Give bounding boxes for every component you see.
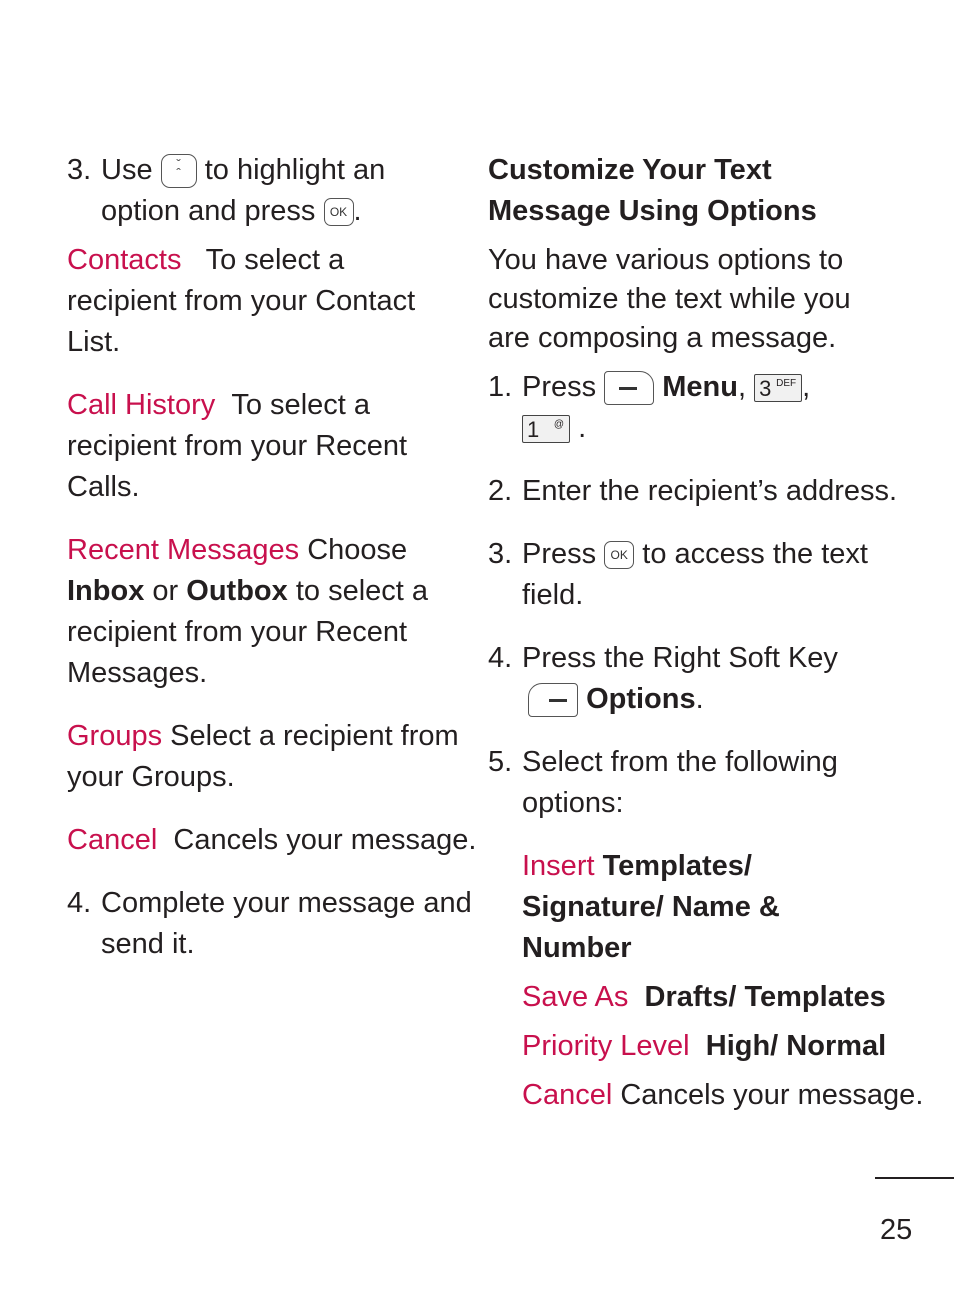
option-desc: Select a recipient from [170,720,459,752]
option-desc: Messages. [67,657,208,689]
option-insert [488,846,888,969]
option-term: Cancel [522,1079,613,1111]
left-column [67,150,477,965]
page-number: 25 [880,1214,913,1246]
option-desc: Cancels your message. [620,1079,924,1111]
step-5-select [488,742,888,824]
inbox-label: Inbox [67,575,145,607]
option-save-as [488,977,888,1018]
key-digit: 3 [759,376,772,402]
step-text: Press [522,371,597,403]
option-desc: Cancels your message. [173,824,477,856]
key-digit: 1 [527,417,540,443]
option-call-history [67,385,457,508]
option-desc: Choose [307,534,408,566]
step-2-address [488,471,898,512]
intro-text: are composing a message. [488,322,837,354]
option-priority-level [488,1026,888,1067]
step-1-menu [488,367,888,449]
step-text: Enter the recipient’s address. [522,475,898,507]
right-soft-key-icon [528,683,578,717]
section-heading: Message Using Options [488,195,817,227]
section-heading: Customize Your Text [488,154,772,186]
menu-label: Menu [662,371,738,403]
step-number: 3. [67,154,92,186]
option-value: Templates/ [602,850,752,882]
option-desc: or [152,575,179,607]
step-text: send it. [101,928,195,960]
step-text: field. [522,579,584,611]
option-desc: recipient from your Recent [67,430,408,462]
option-desc: recipient from your Recent [67,616,408,648]
step-text: . [353,195,362,227]
option-desc: Calls. [67,471,140,503]
step-number: 3. [488,538,513,570]
step-text: Use [101,154,153,186]
right-column [488,150,924,1116]
footer-rule [875,1177,954,1179]
step-number: 4. [488,642,513,674]
option-term: Recent Messages [67,534,300,566]
step-3-ok [488,534,888,616]
option-cancel [67,820,477,861]
option-value: High/ Normal [705,1030,887,1062]
punct: . [578,412,587,444]
intro-text: You have various options to [488,244,844,276]
option-value: Signature/ Name & [522,891,780,923]
option-value: Number [522,932,632,964]
ok-key-icon: OK [604,541,634,569]
left-soft-key-icon [604,371,654,405]
step-4-complete [67,883,472,965]
option-desc: List. [67,326,121,358]
option-value: Drafts/ Templates [644,981,886,1013]
step-text: options: [522,787,624,819]
option-contacts [67,240,457,363]
option-term: Groups [67,720,163,752]
option-term: Contacts [67,244,182,276]
key-letters: DEF [776,378,797,390]
option-cancel [488,1075,924,1116]
option-term: Priority Level [522,1030,690,1062]
step-text: to highlight an [204,154,386,186]
option-recent-messages [67,530,457,694]
punct: , [737,371,747,403]
option-desc: your Groups. [67,761,235,793]
intro-text: customize the text while you [488,283,851,315]
step-number: 4. [67,887,92,919]
option-desc: To select a [205,244,345,276]
step-text: Press [522,538,597,570]
option-term: Insert [522,850,595,882]
step-text: to access the text [642,538,868,570]
option-term: Cancel [67,824,158,856]
option-groups [67,716,457,798]
ok-key-icon: OK [324,198,354,226]
step-text: Select from the following [522,746,838,778]
punct: . [695,683,704,715]
step-number: 2. [488,475,513,507]
outbox-label: Outbox [186,575,288,607]
step-number: 5. [488,746,513,778]
key-3-def-icon [754,374,802,402]
step-number: 1. [488,371,513,403]
step-text: Complete your message and [101,887,472,919]
step-text: Press the Right Soft Key [522,642,838,674]
option-desc: recipient from your Contact [67,285,416,317]
option-term: Save As [522,981,629,1013]
key-letters: @ [553,419,564,431]
options-label: Options [586,683,696,715]
navigation-key-icon [161,154,197,188]
option-term: Call History [67,389,216,421]
key-1-voicemail-icon [522,415,570,443]
step-4-right-soft-key [488,638,888,720]
punct: , [802,371,811,403]
step-3-highlight [67,150,457,232]
option-desc: To select a [231,389,371,421]
step-text: option and press [101,195,316,227]
option-desc: to select a [295,575,429,607]
